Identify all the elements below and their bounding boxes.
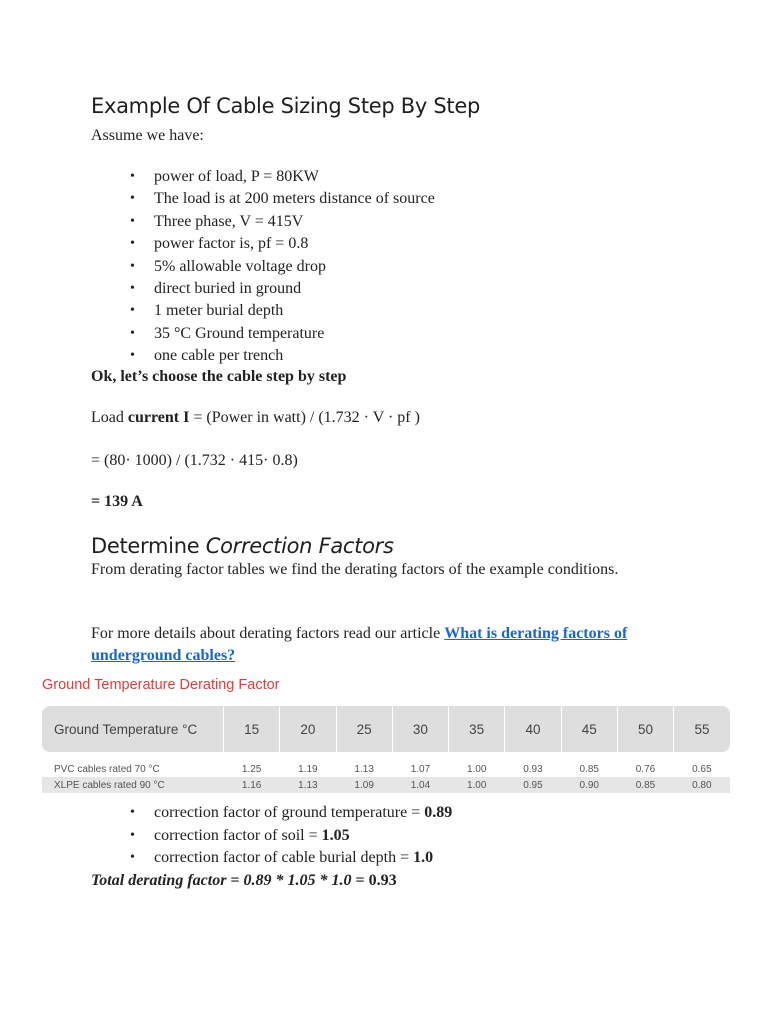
table-cell: 1.07 bbox=[392, 761, 448, 777]
table-spacer bbox=[42, 752, 730, 761]
list-item bbox=[130, 847, 452, 870]
factor-text: correction factor of cable burial depth = bbox=[154, 849, 414, 866]
table-cell: 1.13 bbox=[280, 777, 336, 793]
table-cell: 0.93 bbox=[505, 761, 561, 777]
total-result: = 0.93 bbox=[355, 872, 397, 889]
factors-list bbox=[130, 802, 452, 870]
list-item: • power factor is, pf = 0.8 bbox=[130, 233, 435, 255]
header-cell: 45 bbox=[561, 706, 617, 752]
header-cell: 50 bbox=[617, 706, 673, 752]
section-title: Example Of Cable Sizing Step By Step bbox=[91, 94, 481, 118]
section-title-correction bbox=[91, 534, 394, 558]
header-cell: 30 bbox=[392, 706, 448, 752]
header-cell: 35 bbox=[449, 706, 505, 752]
title-plain: Determine bbox=[91, 534, 206, 558]
list-item: • power of load, P = 80KW bbox=[130, 166, 435, 188]
article-link[interactable]: What is derating factors of underground cables? bbox=[91, 625, 628, 664]
table-cell: 1.25 bbox=[224, 761, 280, 777]
factor-text: correction factor of soil = bbox=[154, 826, 322, 844]
step-heading: Ok, let’s choose the cable step by step bbox=[91, 368, 347, 385]
derating-paragraph: From derating factor tables we find the derating factors of the example conditions. bbox=[91, 561, 619, 578]
factor-value: 1.0 bbox=[413, 849, 434, 866]
table-cell: 0.90 bbox=[561, 777, 617, 793]
formula-prefix: Load bbox=[91, 409, 128, 426]
table-cell: 0.85 bbox=[561, 761, 617, 777]
table-cell: 0.80 bbox=[674, 777, 730, 793]
title-italic: Correction Factors bbox=[205, 534, 394, 558]
header-label: Ground Temperature °C bbox=[42, 706, 224, 752]
table-cell: 0.85 bbox=[617, 777, 673, 793]
header-cell: 40 bbox=[505, 706, 561, 752]
table-cell: 1.13 bbox=[336, 761, 392, 777]
calc-line: = (80· 1000) / (1.732 · 415· 0.8) bbox=[91, 452, 298, 469]
derating-table bbox=[42, 706, 730, 793]
table-cell: 1.04 bbox=[392, 777, 448, 793]
table-cell: 1.16 bbox=[224, 777, 280, 793]
row-label: XLPE cables rated 90 °C bbox=[42, 777, 224, 793]
assumptions-list bbox=[130, 166, 435, 368]
total-expr: 0.89 * 1.05 * 1.0 bbox=[243, 872, 356, 889]
table-row bbox=[42, 761, 730, 777]
header-cell: 15 bbox=[224, 706, 280, 752]
list-item bbox=[130, 825, 452, 848]
table-title: Ground Temperature Derating Factor bbox=[42, 677, 280, 693]
factor-value: 1.05 bbox=[321, 826, 350, 844]
table-cell: 1.00 bbox=[449, 761, 505, 777]
list-item: • 1 meter burial depth bbox=[130, 300, 435, 322]
row-label: PVC cables rated 70 °C bbox=[42, 761, 224, 777]
list-item: • 35 °C Ground temperature bbox=[130, 323, 435, 345]
header-cell: 25 bbox=[336, 706, 392, 752]
formula-bold: current I bbox=[127, 409, 190, 426]
result-line: = 139 A bbox=[91, 493, 143, 510]
table-header-row bbox=[42, 706, 730, 752]
header-cell: 20 bbox=[280, 706, 336, 752]
factor-text: correction factor of ground temperature = bbox=[154, 804, 425, 821]
table-cell: 1.00 bbox=[449, 777, 505, 793]
list-item: • direct buried in ground bbox=[130, 278, 435, 300]
table-row bbox=[42, 777, 730, 793]
intro-text: Assume we have: bbox=[91, 127, 204, 144]
table-cell: 0.65 bbox=[674, 761, 730, 777]
header-cell: 55 bbox=[674, 706, 730, 752]
total-label: Total derating factor = bbox=[91, 872, 244, 889]
list-item: • one cable per trench bbox=[130, 345, 435, 367]
formula-rest: = (Power in watt) / (1.732 · V · pf ) bbox=[189, 409, 420, 426]
table-cell: 0.95 bbox=[505, 777, 561, 793]
table-cell: 1.19 bbox=[280, 761, 336, 777]
list-item bbox=[130, 802, 452, 825]
formula-line bbox=[91, 407, 420, 429]
total-line bbox=[91, 870, 397, 892]
list-item: • 5% allowable voltage drop bbox=[130, 256, 435, 278]
factor-value: 0.89 bbox=[424, 804, 453, 821]
table-cell: 0.76 bbox=[617, 761, 673, 777]
article-paragraph bbox=[91, 623, 691, 667]
list-item: • The load is at 200 meters distance of source bbox=[130, 188, 435, 210]
list-item: • Three phase, V = 415V bbox=[130, 211, 435, 233]
table-cell: 1.09 bbox=[336, 777, 392, 793]
article-text: For more details about derating factors read our article bbox=[91, 625, 445, 642]
